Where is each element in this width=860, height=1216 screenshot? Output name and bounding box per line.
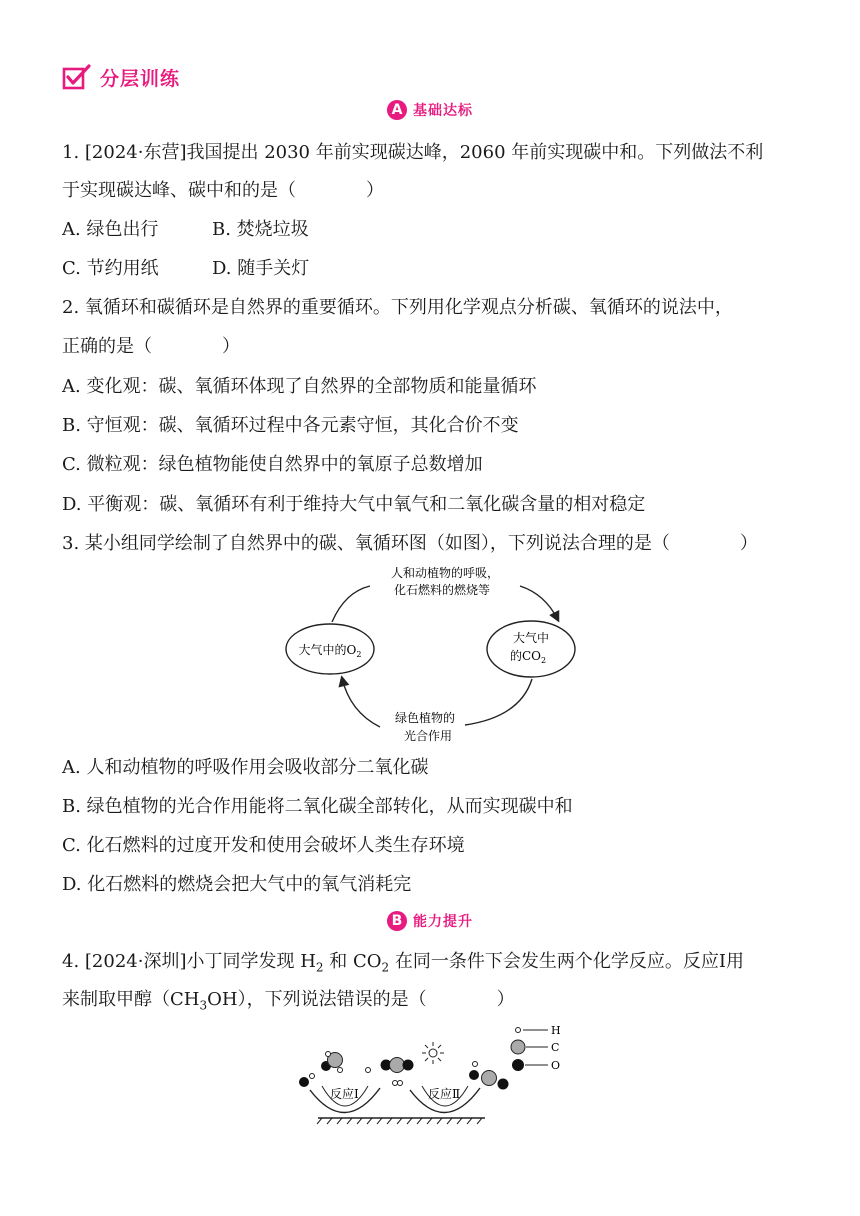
section-a-title: 基础达标 xyxy=(413,103,473,119)
respiration-label-2: 化石燃料的燃烧等 xyxy=(393,583,491,597)
arc-right-bottom xyxy=(465,679,532,725)
photosynthesis-label-2: 光合作用 xyxy=(403,729,453,743)
q3-option-c[interactable]: C. 化石燃料的过度开发和使用会破坏人类生存环境 xyxy=(62,835,465,856)
section-a-badge: A xyxy=(387,100,407,120)
q3-stem: 3. 某小组同学绘制了自然界中的碳、氧循环图（如图），下列说法合理的是（ xyxy=(62,533,670,554)
section-b-badge: B xyxy=(387,911,407,931)
respiration-label-1: 人和动植物的呼吸， xyxy=(390,566,500,580)
reaction1-label: 反应Ⅰ xyxy=(330,1087,359,1101)
section-a-heading xyxy=(0,100,860,120)
legend-h-atom xyxy=(516,1028,521,1033)
q3-option-a[interactable]: A. 人和动植物的呼吸作用会吸收部分二氧化碳 xyxy=(62,757,429,778)
sun-icon xyxy=(422,1042,444,1064)
q2-paren-close: ） xyxy=(222,336,240,357)
q2-option-d[interactable]: D. 平衡观：碳、氧循环有利于维持大气中氧气和二氧化碳含量的相对稳定 xyxy=(62,494,646,515)
q2-line2 xyxy=(62,335,802,359)
section-header xyxy=(62,62,180,92)
q1-option-b[interactable]: B. 焚烧垃圾 xyxy=(212,219,309,240)
q3-option-d[interactable]: D. 化石燃料的燃烧会把大气中的氧气消耗完 xyxy=(62,874,412,895)
q1-stem: 于实现碳达峰、碳中和的是（ xyxy=(62,180,296,201)
methanol-molecule xyxy=(299,1052,343,1088)
legend-c-atom xyxy=(511,1040,525,1054)
reaction2-label: 反应Ⅱ xyxy=(428,1087,461,1101)
q3-line1 xyxy=(62,532,802,556)
co2-node-label-1: 大气中 xyxy=(512,631,550,645)
legend-h-label: H xyxy=(551,1024,561,1037)
q1-option-c[interactable]: C. 节约用纸 xyxy=(62,258,159,279)
q1-line2 xyxy=(62,179,802,203)
q2-stem: 正确的是（ xyxy=(62,336,152,357)
q2-option-c[interactable]: C. 微粒观：绿色植物能使自然界中的氧原子总数增加 xyxy=(62,454,483,475)
q1-paren-close: ） xyxy=(366,180,384,201)
q1-line1: 1. [2024·东营]我国提出 2030 年前实现碳达峰，2060 年前实现碳中和。下列做法不利 xyxy=(62,142,764,163)
o2-node-label: 大气中的$O_2$ xyxy=(298,643,362,659)
q4-line1: 4. [2024·深圳]小丁同学发现 $H_2$ 和 $CO_2$ 在同一条件下会发生两个化学反应。反应Ⅰ用 xyxy=(62,951,744,975)
q1-options-row2 xyxy=(62,257,802,281)
q1-option-a[interactable]: A. 绿色出行 xyxy=(62,219,159,240)
arrow-to-o2 xyxy=(342,678,380,727)
q1-options-row1 xyxy=(62,218,802,242)
arrow-to-co2 xyxy=(520,586,558,620)
arc-left-top xyxy=(332,586,370,622)
q4-line2: 来制取甲醇$(CH_3OH)$，下列说法错误的是（ ） xyxy=(62,989,515,1013)
q2-option-a[interactable]: A. 变化观：碳、氧循环体现了自然界的全部物质和能量循环 xyxy=(62,376,537,397)
carbon-oxygen-cycle-diagram xyxy=(270,562,590,752)
q3-option-b[interactable]: B. 绿色植物的光合作用能将二氧化碳全部转化，从而实现碳中和 xyxy=(62,796,573,817)
section-b-heading xyxy=(0,911,860,931)
photosynthesis-label-1: 绿色植物的 xyxy=(394,711,456,725)
q2-option-b[interactable]: B. 守恒观：碳、氧循环过程中各元素守恒，其化合价不变 xyxy=(62,415,519,436)
q2-line1: 2. 氧循环和碳循环是自然界的重要循环。下列用化学观点分析碳、氧循环的说法中， xyxy=(62,297,733,318)
legend-c-label: C xyxy=(551,1041,560,1054)
co2-node-label-2: 的$CO_2$ xyxy=(509,649,547,665)
catalyst-hatch xyxy=(317,1118,482,1124)
legend-o-atom xyxy=(512,1059,524,1071)
co2-molecule xyxy=(366,1058,414,1086)
molecular-reaction-diagram xyxy=(290,1018,590,1128)
q3-paren-close: ） xyxy=(739,533,758,554)
checkbox-check-icon xyxy=(62,63,92,91)
legend-o-label: O xyxy=(551,1059,561,1072)
section-b-title: 能力提升 xyxy=(413,914,473,930)
co-molecule xyxy=(469,1062,509,1090)
q1-option-d[interactable]: D. 随手关灯 xyxy=(212,258,310,279)
header-title: 分层训练 xyxy=(100,67,181,90)
